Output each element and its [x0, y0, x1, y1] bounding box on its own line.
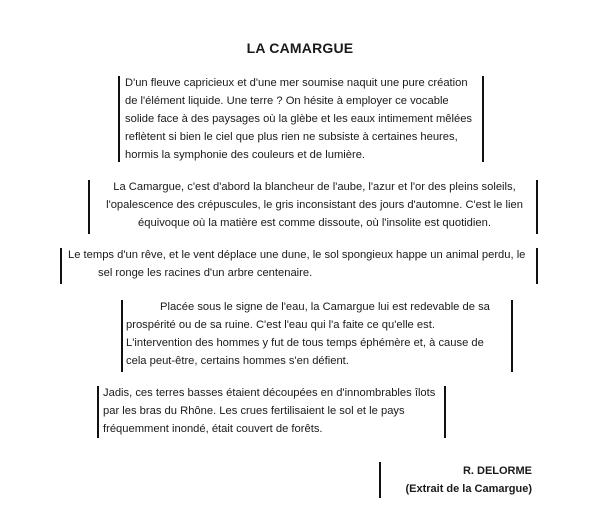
left-border-bar: [88, 180, 90, 234]
source-citation: (Extrait de la Camargue): [405, 483, 532, 495]
paragraph-4: [126, 298, 511, 370]
left-border-bar: [121, 300, 123, 372]
paragraph-1: [125, 74, 480, 164]
paragraph-line: L'intervention des hommes y fut de tous temps éphémère et, à cause de: [126, 337, 484, 349]
left-border-bar: [60, 248, 62, 284]
paragraph-line: La Camargue, c'est d'abord la blancheur de l'aube, l'azur et l'or des pleins soleils,: [113, 181, 516, 193]
left-border-bar: [118, 76, 120, 162]
paragraph-line: sel ronge les racines d'un arbre centenaire.: [98, 267, 313, 279]
right-border-bar: [482, 76, 484, 162]
paragraph-line: reflètent si bien le ciel que plus rien ne subsiste à certaines heures,: [125, 131, 458, 143]
paragraph-line: Jadis, ces terres basses étaient découpées en d'innombrables îlots: [103, 387, 436, 399]
paragraph-3: [64, 246, 534, 282]
left-border-bar: [97, 386, 99, 438]
paragraph-5: [103, 384, 443, 438]
right-border-bar: [536, 248, 538, 284]
right-border-bar: [511, 300, 513, 372]
author-name: R. DELORME: [462, 465, 532, 477]
paragraph-line: Le temps d'un rêve, et le vent déplace une dune, le sol spongieux happe un animal perdu, le: [68, 249, 526, 261]
paragraph-line: Placée sous le signe de l'eau, la Camargue lui est redevable de sa: [160, 301, 490, 313]
document-title: LA CAMARGUE: [246, 40, 354, 56]
signature: [405, 462, 532, 498]
right-border-bar: [444, 386, 446, 438]
paragraph-2: [92, 178, 537, 232]
paragraph-line: D'un fleuve capricieux et d'une mer soumise naquit une pure création: [125, 77, 468, 89]
paragraph-line: par les bras du Rhône. Les crues fertilisaient le sol et le pays: [103, 405, 405, 417]
paragraph-line: équivoque où la matière est comme dissoute, où l'insolite est quotidien.: [138, 217, 491, 229]
paragraph-line: de l'élément liquide. Une terre ? On hésite à employer ce vocable: [125, 95, 449, 107]
signature-border-bar: [379, 462, 381, 498]
paragraph-line: l'opalescence des crépuscules, le gris inconsistant des jours d'automne. C'est le lien: [106, 199, 523, 211]
paragraph-line: fréquemment inondé, était couvert de forêts.: [103, 423, 323, 435]
paragraph-line: hormis la symphonie des couleurs et de lumière.: [125, 149, 366, 161]
paragraph-line: prospérité ou de sa ruine. C'est l'eau qui l'a faite ce qu'elle est.: [126, 319, 435, 331]
paragraph-line: cela peut-être, certains hommes s'en défient.: [126, 355, 349, 367]
paragraph-line: solide face à des paysages où la glèbe et les eaux intimement mêlées: [125, 113, 473, 125]
